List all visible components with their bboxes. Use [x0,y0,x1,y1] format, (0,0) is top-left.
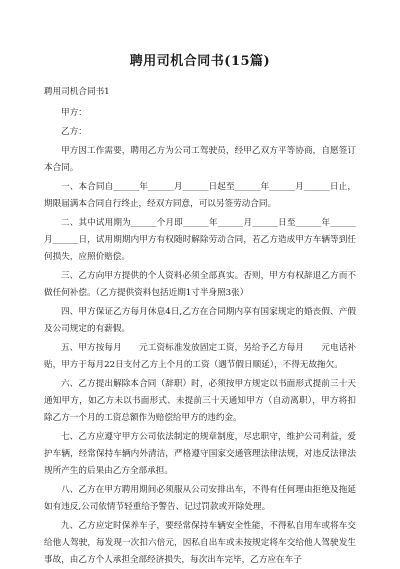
clause-4: 四、甲方保证乙方每月休息4日,乙方在合同期内享有国家规定的婚丧假、产假及公司规定的有薪假。 [44,307,356,334]
clause-5: 五、甲方按每月 元工资标准发放固定工资，另给予乙方每月 元电话补贴，甲方于每月22日支付乙方上个月的工资（遇节假日顺延），不得无故拖欠。 [44,343,356,370]
party-b-line: 乙方： [61,127,87,137]
clause-7: 七、乙方应遵守甲方公司依法制定的规章制度，尽忠职守，维护公司利益，爱护车辆，经常保持车辆内外清洁，严格遵守国家交通管理法律法规，对违反法律法规所产生的后果由乙方全部承担。 [44,432,356,476]
clause-6: 六、乙方提出解除本合同（辞职）时，必须按甲方规定以书面形式提前三十天通知甲方，如乙方未以书面形式、未提前三十天通知甲方（自动离职），甲方将扣除乙方一个月的工资总额作为赔偿给甲方的违约金。 [44,379,356,423]
clause-1: 一、本合同自______年______月______日起至______年______月______日止，期限届满本合同自行终止，经双方同意，可以另签劳动合同。 [44,182,356,209]
document-title: 聘用司机合同书(15篇) [129,54,271,69]
party-a-line: 甲方： [61,108,87,118]
clause-8: 八、乙方在甲方聘用期间必须服从公司安排出车，不得有任何理由拒绝及拖延如有违反,公司依情节轻重给予警告、记过罚款或开除处理。 [44,485,356,512]
intro-paragraph: 甲方因工作需要，聘用乙方为公司工驾驶员，经甲乙双方平等协商，自愿签订本合同。 [44,146,356,173]
document-subtitle: 聘用司机合同书1 [44,87,110,97]
clause-3: 三、乙方向甲方提供的个人资料必须全部真实。否则，甲方有权辞退乙方而不做任何补偿。（乙方提供资料包括近期1寸半身照3张） [44,271,356,298]
clause-9: 九、乙方应定时保养车子，要经常保持车辆安全性能，不得私自用车或将车交给他人驾驶，每发现一次扣六倍元，因私自出车或未按规定将车交给他人驾驶发生事故，由乙方个人承担全部经济损失，每次出车完毕，乙方应在车子 [44,521,356,565]
clause-2: 二、其中试用期为______个月即______年______月______日至______年______月______日，试用期期内甲方有权随时解除劳动合同，若乙方造成甲方车辆等到任何损失，应照价赔偿。 [44,218,356,262]
